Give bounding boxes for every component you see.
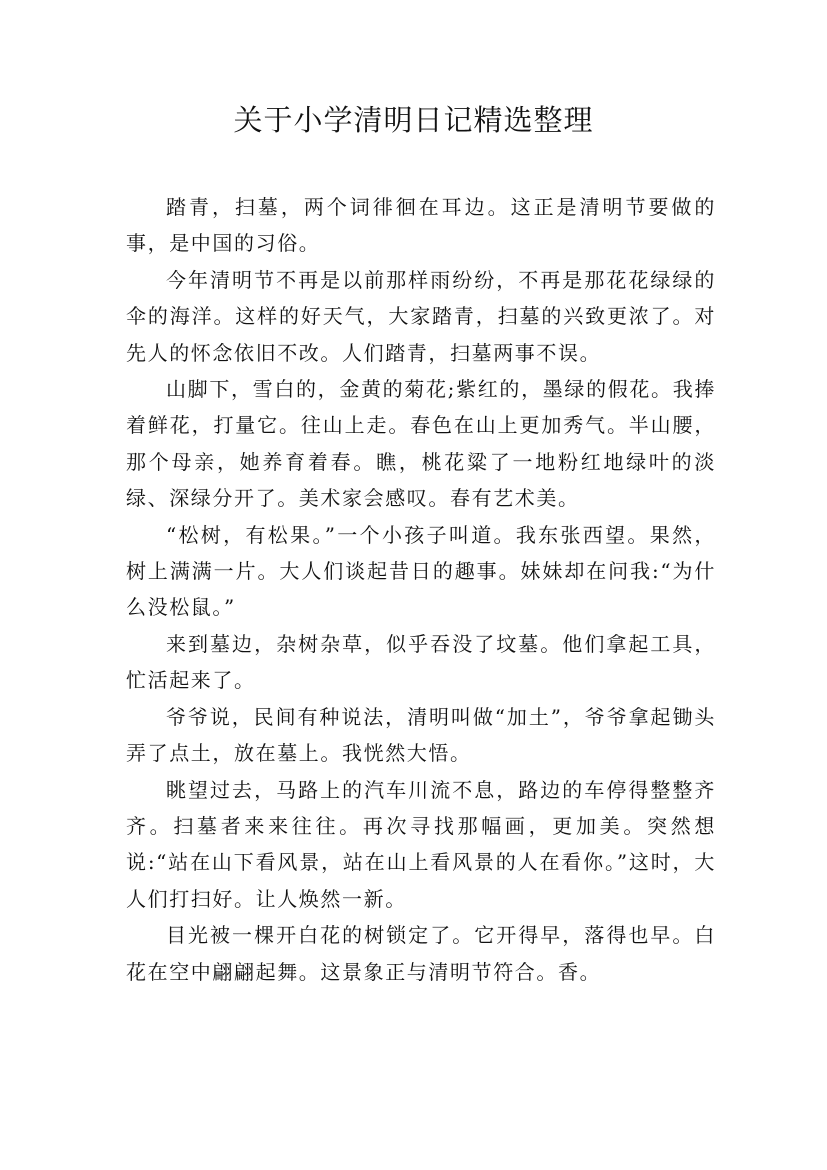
paragraph: 眺望过去，马路上的汽车川流不息，路边的车停得整整齐齐。扫墓者来来往往。再次寻找那幅画，更加美。突然想说:“站在山下看风景，站在山上看风景的人在看你。”这时，大人们打扫好。让人焕然一新。 bbox=[126, 777, 716, 911]
paragraph: “松树，有松果。”一个小孩子叫道。我东张西望。果然，树上满满一片。大人们谈起昔日的趣事。妹妹却在问我:“为什么没松鼠。” bbox=[126, 522, 716, 620]
paragraph: 来到墓边，杂树杂草，似乎吞没了坟墓。他们拿起工具，忙活起来了。 bbox=[126, 631, 716, 693]
paragraph: 目光被一棵开白花的树锁定了。它开得早，落得也早。白花在空中翩翩起舞。这景象正与清明节符合。香。 bbox=[126, 923, 716, 984]
paragraph: 今年清明节不再是以前那样雨纷纷，不再是那花花绿绿的伞的海洋。这样的好天气，大家踏青，扫墓的兴致更浓了。对先人的怀念依旧不改。人们踏青，扫墓两事不误。 bbox=[126, 267, 716, 365]
document-title: 关于小学清明日记精选整理 bbox=[233, 103, 594, 137]
paragraph: 踏青，扫墓，两个词徘徊在耳边。这正是清明节要做的事，是中国的习俗。 bbox=[126, 195, 716, 256]
paragraph: 山脚下，雪白的，金黄的菊花;紫红的，墨绿的假花。我捧着鲜花，打量它。往山上走。春色在山上更加秀气。半山腰，那个母亲，她养育着春。瞧，桃花粱了一地粉红地绿叶的淡绿、深绿分开了。美术家会感叹。春有艺术美。 bbox=[126, 377, 716, 511]
paragraph: 爷爷说，民间有种说法，清明叫做“加土”，爷爷拿起锄头弄了点土，放在墓上。我恍然大悟。 bbox=[126, 704, 716, 766]
document-body bbox=[126, 189, 716, 990]
